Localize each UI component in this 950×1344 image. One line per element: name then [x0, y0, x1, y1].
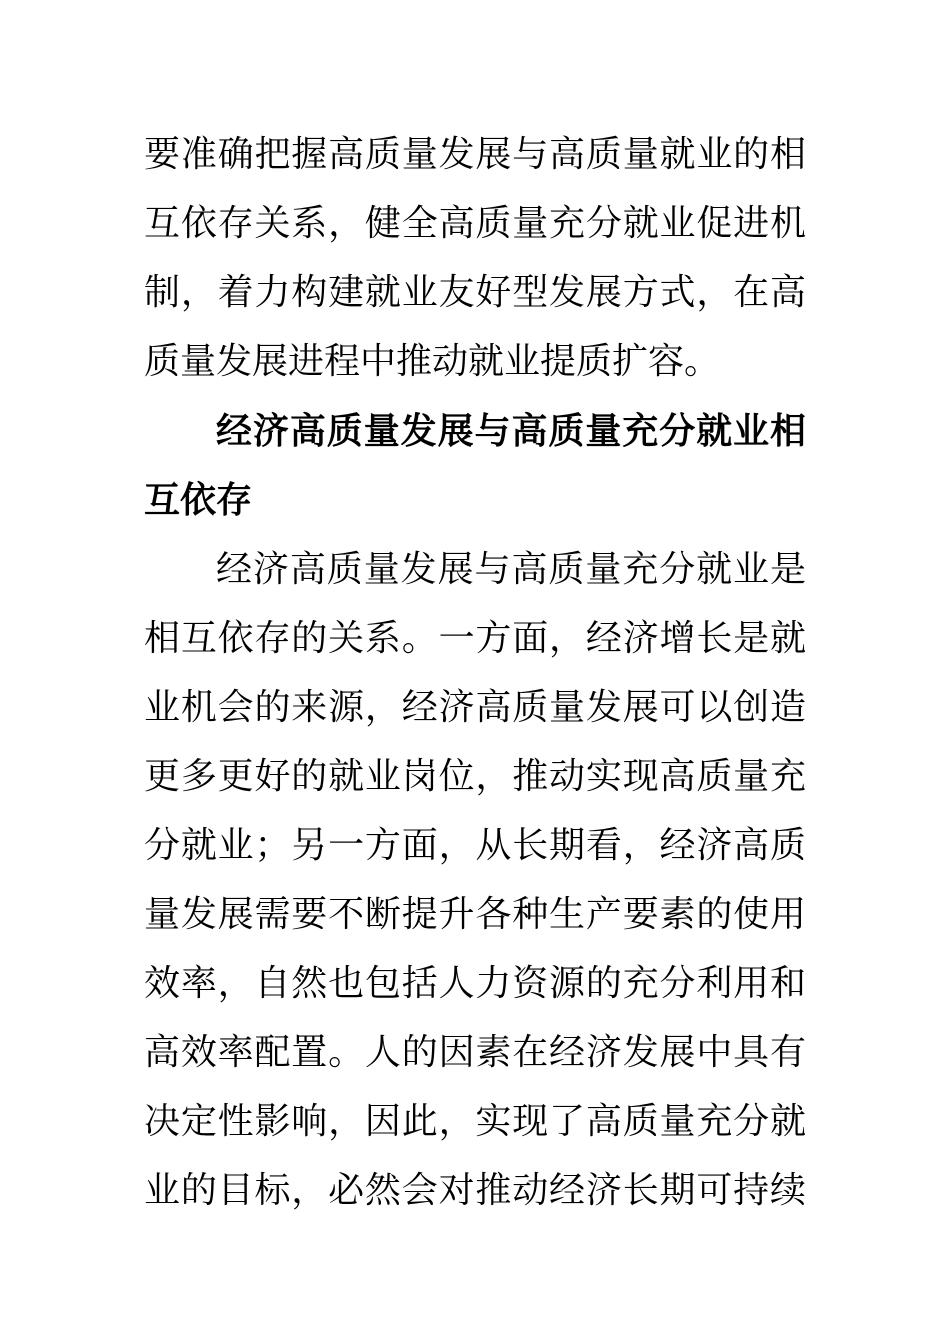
- body-paragraph-line: 经济高质量发展与高质量充分就业是: [216, 549, 806, 590]
- body-paragraph-line: 业机会的来源，经济高质量发展可以创造: [144, 687, 806, 728]
- body-paragraph-line: 更多更好的就业岗位，推动实现高质量充: [144, 756, 806, 797]
- section-heading-line: 经济高质量发展与高质量充分就业相: [216, 411, 806, 452]
- body-paragraph-line: 高效率配置。人的因素在经济发展中具有: [144, 1032, 806, 1073]
- body-paragraph-line: 分就业；另一方面，从长期看，经济高质: [144, 825, 806, 866]
- intro-paragraph-line: 互依存关系，健全高质量充分就业促进机: [144, 203, 806, 244]
- section-heading-line: 互依存: [144, 480, 253, 521]
- intro-paragraph-line: 质量发展进程中推动就业提质扩容。: [144, 341, 721, 382]
- body-paragraph-line: 决定性影响，因此，实现了高质量充分就: [144, 1101, 806, 1142]
- body-paragraph-line: 业的目标，必然会对推动经济长期可持续: [144, 1170, 806, 1211]
- intro-paragraph-line: 制，着力构建就业友好型发展方式，在高: [144, 272, 806, 313]
- body-paragraph-line: 量发展需要不断提升各种生产要素的使用: [144, 894, 806, 935]
- intro-paragraph-line: 要准确把握高质量发展与高质量就业的相: [144, 134, 806, 175]
- body-paragraph-line: 效率，自然也包括人力资源的充分利用和: [144, 963, 806, 1004]
- body-paragraph-line: 相互依存的关系。一方面，经济增长是就: [144, 618, 806, 659]
